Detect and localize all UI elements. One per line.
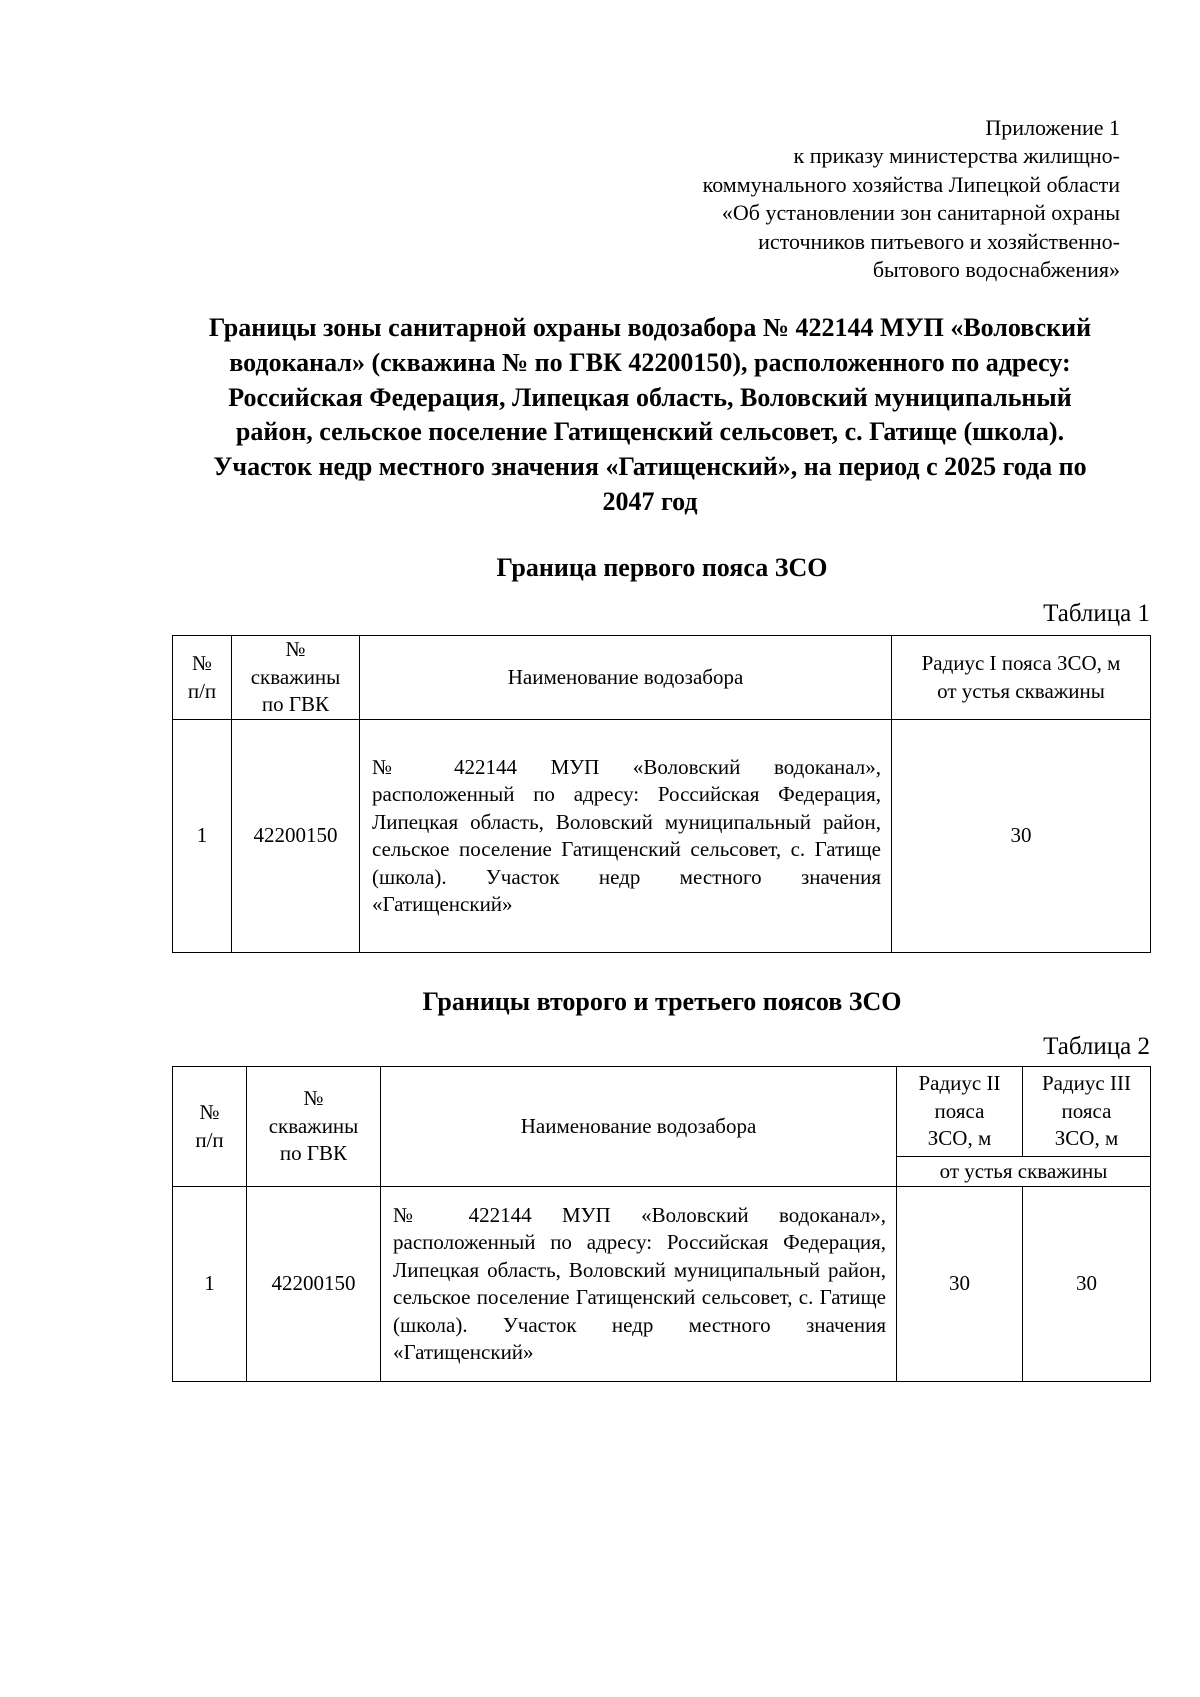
document-title [160, 311, 1140, 520]
table1-label: Таблица 1 [1043, 600, 1150, 627]
section2-title: Границы второго и третьего поясов ЗСО [422, 987, 902, 1016]
header-radius1: Радиус I пояса ЗСО, м от устья скважины [892, 636, 1151, 720]
header-radius3: Радиус III пояса ЗСО, м [1023, 1067, 1151, 1157]
header-well: № скважины по ГВК [247, 1067, 381, 1187]
appendix-line: «Об установлении зон санитарной охраны [721, 200, 1120, 226]
cell-radius1: 30 [892, 720, 1151, 953]
cell-well: 42200150 [232, 720, 360, 953]
table2 [172, 1066, 1151, 1382]
appendix-line: бытового водоснабжения» [872, 257, 1120, 283]
appendix-line: источников питьевого и хозяйственно- [758, 228, 1120, 254]
cell-name: № 422144 МУП «Воловский водоканал», расположенный по адресу: Российская Федерация, Липецкая область, Воловский муниципальный район, сельское поселение Гатищенский сельсовет, с. Гатище (школа). Участок недр местного значения «Гатищенский» [381, 1187, 897, 1382]
header-name: Наименование водозабора [381, 1067, 897, 1187]
cell-num: 1 [173, 1187, 247, 1382]
title-line: 2047 год [602, 486, 698, 516]
header-name: Наименование водозабора [360, 636, 892, 720]
header-radius2: Радиус II пояса ЗСО, м [897, 1067, 1023, 1157]
table-row [173, 1187, 1151, 1382]
title-line: Российская Федерация, Липецкая область, Воловский муниципальный [228, 382, 1072, 412]
appendix-line: коммунального хозяйства Липецкой области [702, 171, 1120, 197]
title-line: водоканал» (скважина № по ГВК 42200150), расположенного по адресу: [229, 347, 1071, 377]
table1-header-row [173, 636, 1151, 720]
table2-header-row [173, 1067, 1151, 1157]
title-line: Границы зоны санитарной охраны водозабора № 422144 МУП «Воловский [208, 313, 1092, 342]
table1 [172, 635, 1151, 953]
cell-num: 1 [173, 720, 232, 953]
table2-label: Таблица 2 [1043, 1033, 1150, 1060]
section1-title: Граница первого пояса ЗСО [496, 553, 828, 582]
cell-name: № 422144 МУП «Воловский водоканал», расположенный по адресу: Российская Федерация, Липецкая область, Воловский муниципальный район, сельское поселение Гатищенский сельсовет, с. Гатище (школа). Участок недр местного значения «Гатищенский» [360, 720, 892, 953]
title-line: Участок недр местного значения «Гатищенский», на период с 2025 года по [213, 452, 1087, 482]
appendix-line: к приказу министерства жилищно- [793, 143, 1120, 169]
appendix-note [560, 114, 1120, 284]
header-well: № скважины по ГВК [232, 636, 360, 720]
title-line: район, сельское поселение Гатищенский сельсовет, с. Гатище (школа). [235, 417, 1065, 447]
header-num: № п/п [173, 1067, 247, 1187]
cell-well: 42200150 [247, 1187, 381, 1382]
cell-radius3: 30 [1023, 1187, 1151, 1382]
header-from-wellhead: от устья скважины [897, 1157, 1151, 1187]
header-num: № п/п [173, 636, 232, 720]
table-row [173, 720, 1151, 953]
cell-radius2: 30 [897, 1187, 1023, 1382]
appendix-line: Приложение 1 [985, 115, 1120, 140]
